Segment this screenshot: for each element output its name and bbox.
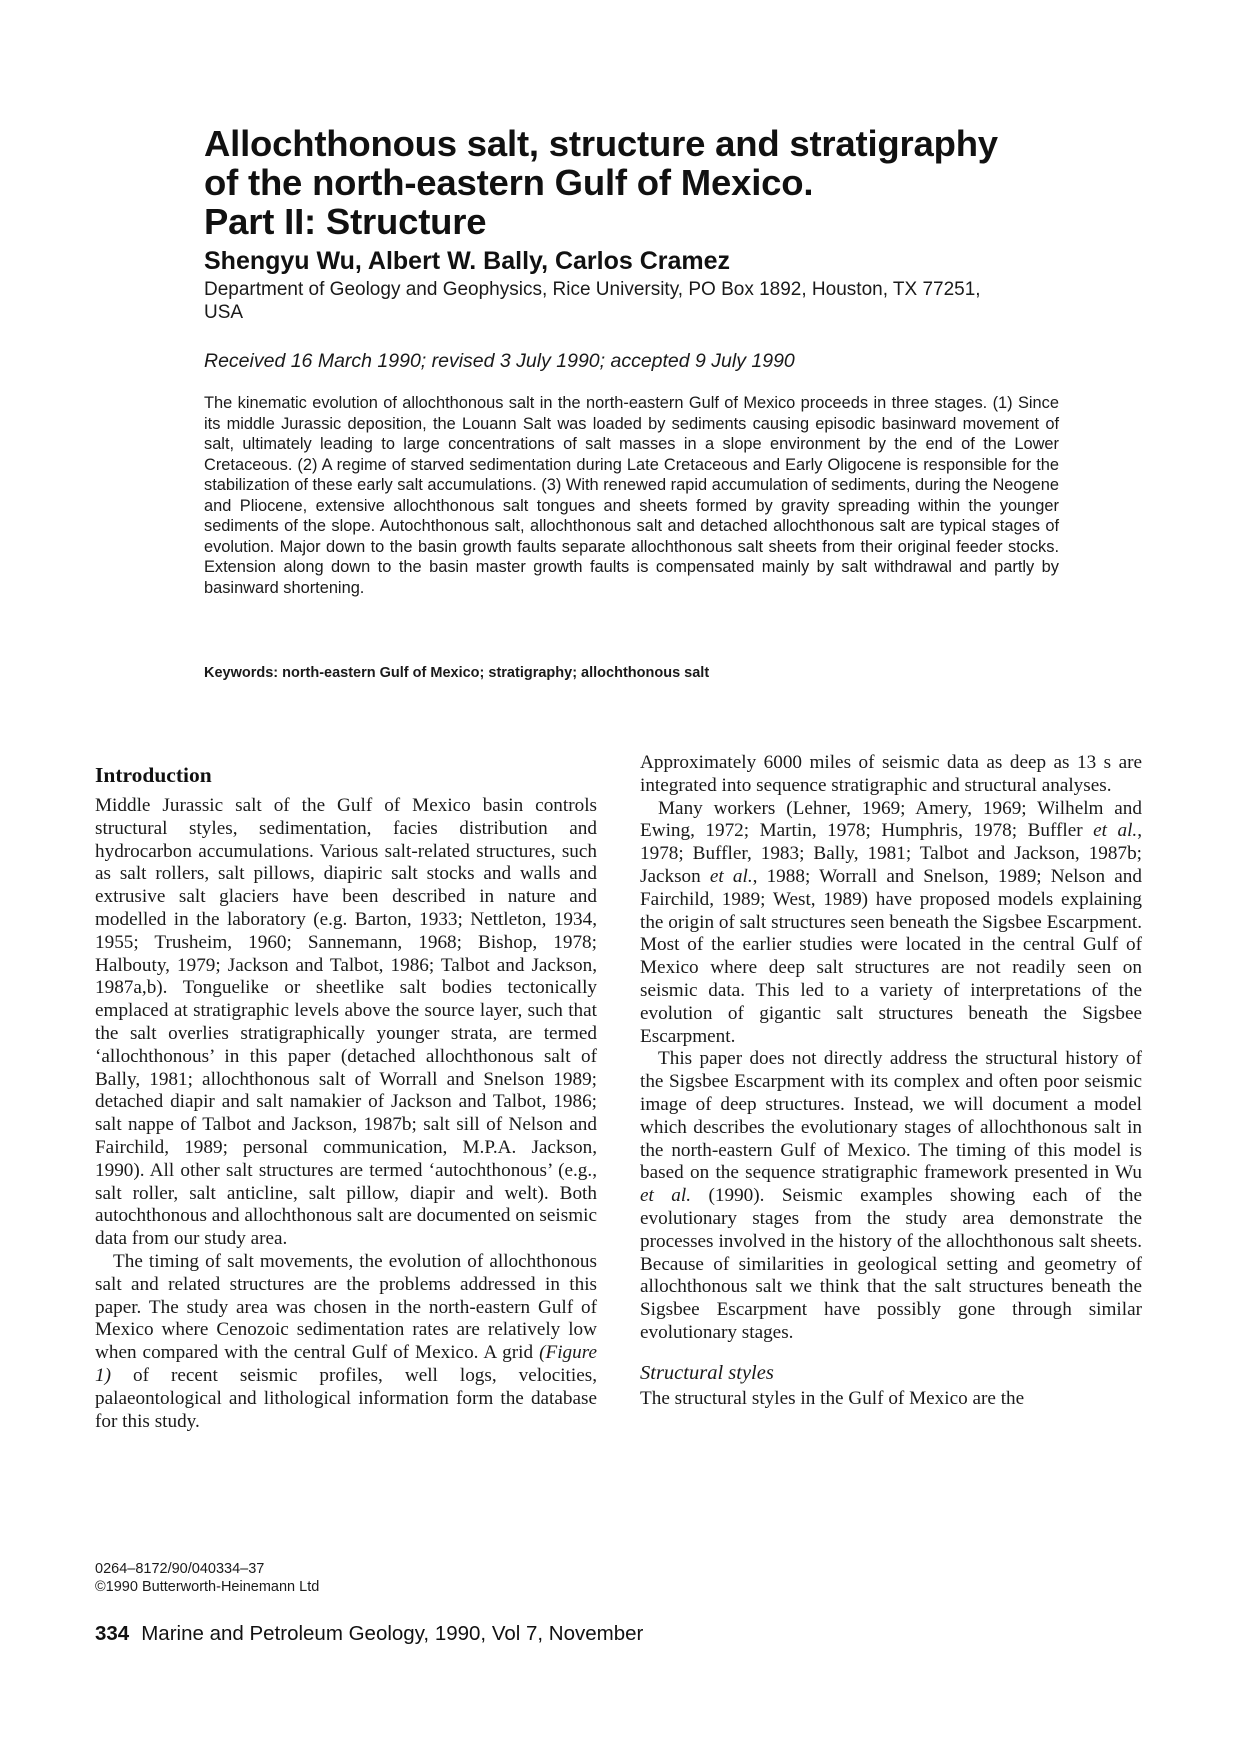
title-line-2: of the north-eastern Gulf of Mexico. [204, 162, 814, 203]
affiliation: Department of Geology and Geophysics, Rice University, PO Box 1892, Houston, TX 77251, USA [204, 279, 981, 323]
abstract: The kinematic evolution of allochthonous salt in the north-eastern Gulf of Mexico proceeds in three stages. (1) Since its middle Jurassic deposition, the Louann Salt was loaded by sediments causing episodic basinward movement of salt, ultimately leading to large concentrations of salt masses in a slope environment by the end of the Lower Cretaceous. (2) A regime of starved sedimentation during Late Cretaceous and Early Oligocene is responsible for the stabilization of these early salt accumulations. (3) With renewed rapid accumulation of sediments, during the Neogene and Pliocene, extensive allochthonous salt tongues and sheets formed by gravity spreading within the younger sediments of the slope. Autochthonous salt, allochthonous salt and detached allochthonous salt are typical stages of evolution. Major down to the basin growth faults separate allochthonous salt sheets from their original feeder stocks. Extension along down to the basin master growth faults is compensated mainly by salt withdrawal and partly by basinward shortening. [204, 394, 1059, 597]
title-line-3: Part II: Structure [204, 201, 487, 242]
paragraph: The timing of salt movements, the evolution of allochthonous salt and related structures are the problems addressed in this paper. The study area was chosen in the north-eastern Gulf of Mexico where Cenozoic sedimentation rates are relatively low when compared with the central Gulf of Mexico. A grid (Figure 1) of recent seismic profiles, well logs, velocities, palaeontological and lithological information form the database for this study. [95, 1250, 597, 1432]
right-column [640, 752, 1142, 1411]
section-heading-introduction: Introduction [95, 763, 212, 787]
paragraph: The structural styles in the Gulf of Mexico are the [640, 1387, 1025, 1409]
received-dates: Received 16 March 1990; revised 3 July 1990; accepted 9 July 1990 [204, 350, 795, 372]
section-heading-structural-styles: Structural styles [640, 1361, 774, 1384]
issn-line: 0264–8172/90/040334–37 [95, 1561, 265, 1577]
paragraph: Middle Jurassic salt of the Gulf of Mexico basin controls structural styles, sedimentation, facies distribution and hydrocarbon accumulations. Various salt-related structures, such as salt rollers, salt pillows, diapiric salt stocks and walls and extrusive salt glaciers have been described in nature and modelled in the laboratory (e.g. Barton, 1933; Nettleton, 1934, 1955; Trusheim, 1960; Sannemann, 1968; Bishop, 1978; Halbouty, 1979; Jackson and Talbot, 1986; Talbot and Jackson, 1987a,b). Tonguelike or sheetlike salt bodies tectonically emplaced at stratigraphic levels above the source layer, such that the salt overlies stratigraphically younger strata, are termed ‘allochthonous’ in this paper (detached allochthonous salt of Bally, 1981; allochthonous salt of Worrall and Snelson 1989; detached diapir and salt namakier of Jackson and Talbot, 1986; salt nappe of Talbot and Jackson, 1987b; salt sill of Nelson and Fairchild, 1989; personal communication, M.P.A. Jackson, 1990). All other salt structures are termed ‘autochthonous’ (e.g., salt roller, salt anticline, salt pillow, diapir and welt). Both autochthonous and allochthonous salt are documented on seismic data from our study area. [95, 795, 597, 1250]
paragraph: Many workers (Lehner, 1969; Amery, 1969; Wilhelm and Ewing, 1972; Martin, 1978; Humphris, 1978; Buffler et al., 1978; Buffler, 1983; Bally, 1981; Talbot and Jackson, 1987b; Jackson et al., 1988; Worrall and Snelson, 1989; Nelson and Fairchild, 1989; West, 1989) have proposed models explaining the origin of salt structures seen beneath the Sigsbee Escarpment. Most of the earlier studies were located in the central Gulf of Mexico where deep salt structures are not readily seen on seismic data. This led to a variety of interpretations of the evolution of gigantic salt structures beneath the Sigsbee Escarpment. [640, 797, 1142, 1047]
authors: Shengyu Wu, Albert W. Bally, Carlos Cramez [204, 247, 731, 275]
figure-reference[interactable]: (Figure 1) [95, 1342, 597, 1386]
page-number: 334 [95, 1622, 130, 1645]
keywords: Keywords: north-eastern Gulf of Mexico; stratigraphy; allochthonous salt [204, 665, 710, 681]
page-footer [95, 1622, 643, 1646]
publication-code [95, 1560, 319, 1596]
title-line-1: Allochthonous salt, structure and stratigraphy [204, 123, 998, 164]
left-column [95, 762, 597, 1433]
paper-title [204, 124, 1104, 241]
paragraph: Approximately 6000 miles of seismic data as deep as 13 s are integrated into sequence stratigraphic and structural analyses. [640, 752, 1142, 796]
paragraph: This paper does not directly address the structural history of the Sigsbee Escarpment with its complex and often poor seismic image of deep structures. Instead, we will document a model which describes the evolutionary stages of allochthonous salt in the north-eastern Gulf of Mexico. The timing of this model is based on the sequence stratigraphic framework presented in Wu et al. (1990). Seismic examples showing each of the evolutionary stages from the study area demonstrate the processes involved in the history of the allochthonous salt sheets. Because of similarities in geological setting and geometry of allochthonous salt we think that the salt structures beneath the Sigsbee Escarpment have possibly gone through similar evolutionary stages. [640, 1048, 1142, 1343]
journal-citation: Marine and Petroleum Geology, 1990, Vol 7, November [141, 1622, 644, 1645]
copyright-line: ©1990 Butterworth-Heinemann Ltd [95, 1579, 320, 1595]
